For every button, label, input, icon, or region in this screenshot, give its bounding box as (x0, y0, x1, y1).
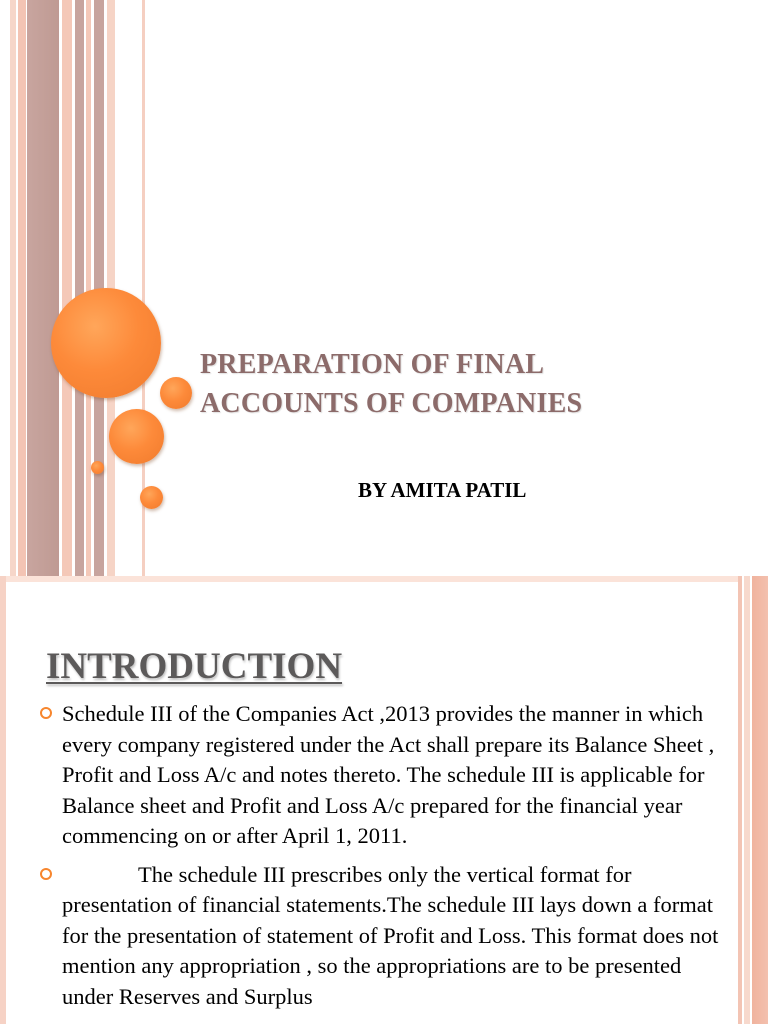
slide-title-line-1: PREPARATION OF FINAL (200, 349, 545, 380)
decorative-stripe (752, 576, 768, 1024)
small-circle-decoration (140, 486, 163, 509)
list-item (0, 860, 722, 1013)
decorative-stripe (86, 0, 91, 576)
decorative-stripe (10, 0, 16, 576)
circle-bullet-icon (40, 868, 52, 880)
list-item (0, 699, 722, 852)
section-heading: INTRODUCTION (46, 646, 343, 687)
circle-bullet-icon (40, 707, 52, 719)
decorative-stripe (27, 0, 59, 576)
decorative-stripe (75, 0, 84, 576)
decorative-stripe (744, 576, 750, 1024)
slide-title-line-2: ACCOUNTS OF COMPANIES (200, 388, 583, 419)
medium-circle-decoration (109, 409, 164, 464)
bullet-text: The schedule III prescribes only the vertical format for presentation of financial statements.The schedule III lays down a format for the presentation of statement of Profit and Loss. This format does not mention any appropriation , so the appropriations are to be presented under Reserves and Surplus (62, 861, 719, 1009)
large-circle-decoration (51, 288, 161, 398)
decorative-band (0, 576, 740, 582)
tiny-circle-decoration (91, 461, 104, 474)
decorative-stripe (62, 0, 72, 576)
small-circle-decoration (160, 377, 192, 409)
slide-title (200, 345, 582, 423)
bullet-list (0, 699, 740, 1012)
author-byline: BY AMITA PATIL (358, 478, 527, 502)
decorative-stripe (18, 0, 26, 576)
bullet-text: Schedule III of the Companies Act ,2013 provides the manner in which every company registered under the Act shall prepare its Balance Sheet , Profit and Loss A/c and notes thereto. The schedule III is applicable for Balance sheet and Profit and Loss A/c prepared for the financial year commencing on or after April 1, 2011. (62, 701, 715, 848)
